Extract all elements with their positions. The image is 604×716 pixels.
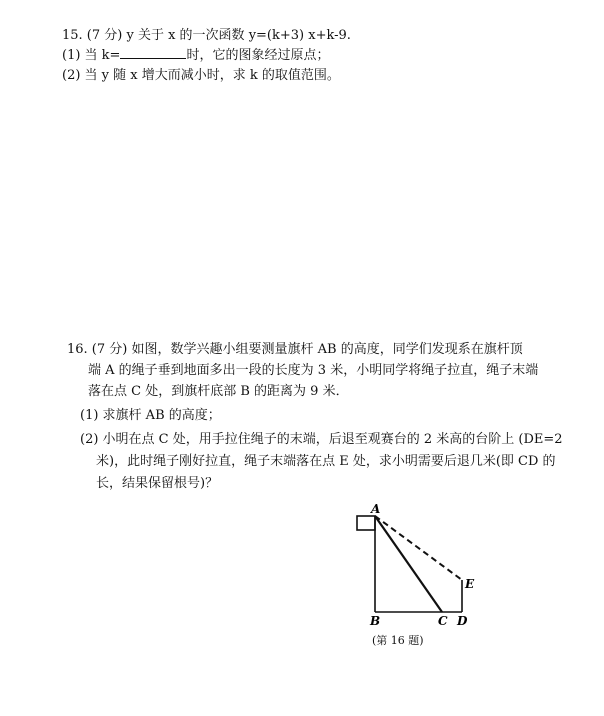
q15-part1-suffix: 时，它的图象经过原点； <box>186 48 330 63</box>
pole-top-box <box>357 516 375 530</box>
rope-ae-dashed <box>375 516 462 580</box>
label-b: B <box>370 614 381 628</box>
q16-part2-line1: (2) 小明在点 C 处，用手拉住绳子的末端，后退至观赛台的 2 米高的台阶上 (DE=2 <box>80 432 563 447</box>
q16-part2-line2: 米)，此时绳子刚好拉直，绳子末端落在点 E 处，求小明需要后退几米(即 CD 的 <box>96 454 556 469</box>
q16-part1: (1) 求旗杆 AB 的高度； <box>80 408 221 423</box>
answer-blank <box>120 46 186 59</box>
q16-stem-line3: 落在点 C 处，到旗杆底部 B 的距离为 9 米． <box>88 384 349 399</box>
q16-stem-line2: 端 A 的绳子垂到地面多出一段的长度为 3 米，小明同学将绳子拉直，绳子末端 <box>88 363 539 378</box>
label-a: A <box>371 502 381 516</box>
figure-caption: (第 16 题) <box>372 634 424 647</box>
rope-ac <box>375 516 442 612</box>
label-e: E <box>465 577 475 591</box>
label-d: D <box>457 614 468 628</box>
q16-part2-line3: 长，结果保留根号)？ <box>96 476 219 491</box>
flagpole-figure <box>340 498 490 648</box>
label-c: C <box>438 614 448 628</box>
q16-stem-line1: 16. (7 分) 如图，数学兴趣小组要测量旗杆 AB 的高度，同学们发现系在旗杆顶 <box>67 342 523 357</box>
q15-part1-prefix: (1) 当 k= <box>62 48 121 63</box>
q15-part2: (2) 当 y 随 x 增大而减小时，求 k 的取值范围。 <box>62 68 340 83</box>
q15-part1 <box>62 46 329 66</box>
q15-stem: 15. (7 分) y 关于 x 的一次函数 y=(k+3) x+k-9. <box>62 28 351 43</box>
